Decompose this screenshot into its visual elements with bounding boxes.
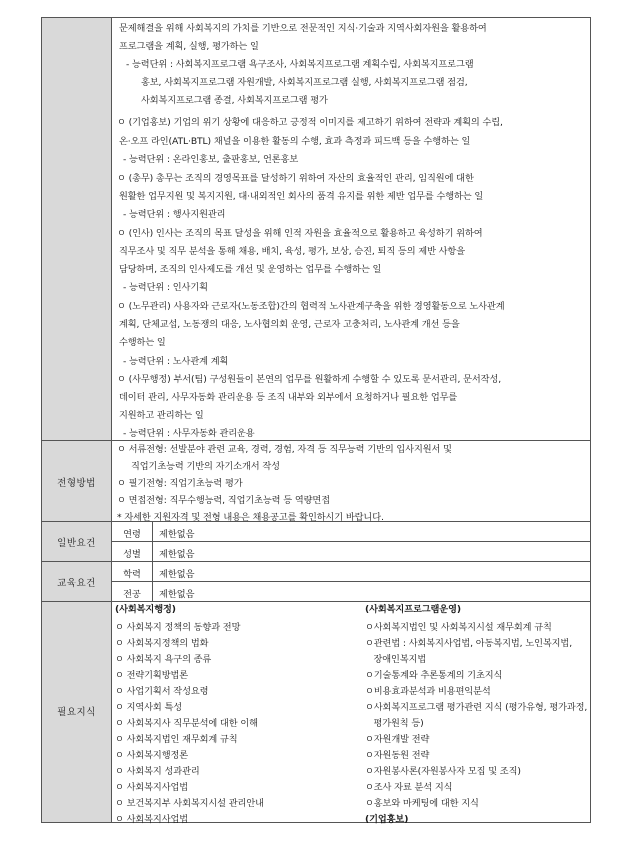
text-line: ㅇ 면접전형: 직무수행능력, 직업기초능력 등 역량면접 <box>117 495 330 506</box>
list-item: 장애인복지법 <box>365 654 427 665</box>
subcolumn-divider <box>152 522 153 601</box>
text-line: - 능력단위 : 인사기획 <box>123 282 208 293</box>
subrow-divider <box>112 581 590 582</box>
column-divider <box>111 18 112 822</box>
text-line: 지원하고 관리하는 일 <box>119 410 204 421</box>
list-item: ㅇ조사 자료 분석 지식 <box>365 782 453 793</box>
text-line: * 자세한 지원자격 및 전형 내용은 채용공고를 확인하시기 바랍니다. <box>117 512 384 523</box>
list-item: ㅇ 보건복지부 사회복지시설 관리안내 <box>115 798 264 809</box>
gender-label: 성별 <box>123 549 141 560</box>
knowledge-right-title: (사회복지프로그램운영) <box>365 604 461 615</box>
text-line: ㅇ 서류전형: 선발분야 관련 교육, 경력, 경험, 자격 등 직무능력 기반의 입사지원서 및 <box>117 444 452 455</box>
selection-label: 전형방법 <box>57 478 96 489</box>
text-line: - 능력단위 : 행사지원관리 <box>123 209 226 220</box>
list-item: ㅇ 전략기획방법론 <box>115 670 189 681</box>
text-line: ㅇ (노무관리) 사용자와 근로자(노동조합)간의 협력적 노사관계구축을 위한 경영활동으로 노사관계 <box>117 301 505 312</box>
row-divider <box>42 601 590 602</box>
text-line: - 능력단위 : 사무자동화 관리운용 <box>123 428 255 439</box>
text-line: 온·오프 라인(ATL·BTL) 채널을 이용한 활동의 수행, 효과 측정과 피드백 등을 수행하는 일 <box>119 136 471 147</box>
gender-value: 제한없음 <box>159 549 195 560</box>
text-line: 문제해결을 위해 사회복지의 가치를 기반으로 전문적인 지식·기술과 지역사회자원을 활용하여 <box>119 23 487 34</box>
list-item: ㅇ 사회복지사업법 <box>115 814 189 825</box>
degree-value: 제한없음 <box>159 569 195 580</box>
list-item: 평가원칙 등) <box>365 718 424 729</box>
age-label: 연령 <box>123 529 141 540</box>
list-item: ㅇ 사회복지 정책의 동향과 전망 <box>115 622 241 633</box>
text-line: 담당하며, 조직의 인사제도를 개선 및 운영하는 업무를 수행하는 일 <box>119 264 382 275</box>
text-line: ㅇ (사무행정) 부서(팀) 구성원들이 본연의 업무를 원활하게 수행할 수 있도록 문서관리, 문서작성, <box>117 374 502 385</box>
list-item: ㅇ사회복지프로그램 평가관련 지식 (평가유형, 평가과정, <box>365 702 588 713</box>
text-line: 원활한 업무지원 및 복지지원, 대·내외적인 회사의 품격 유지를 위한 제반 업무를 수행하는 일 <box>119 191 484 202</box>
list-item: ㅇ비용효과분석과 비용편익분석 <box>365 686 491 697</box>
text-line: 계획, 단체교섭, 노동쟁의 대응, 노사협의회 운영, 근로자 고충처리, 노사관계 개선 등을 <box>119 319 460 330</box>
text-line: ㅇ (총무) 총무는 조직의 경영목표를 달성하기 위하여 자산의 효율적인 관리, 임직원에 대한 <box>117 173 474 184</box>
list-item: ㅇ 사회복지사업법 <box>115 782 189 793</box>
list-item: ㅇ 사업기획서 작성요령 <box>115 686 209 697</box>
age-value: 제한없음 <box>159 529 195 540</box>
list-item: ㅇ 사회복지 욕구의 종류 <box>115 654 212 665</box>
list-item: ㅇ자원봉사론(자원봉사자 모집 및 조직) <box>365 766 521 777</box>
degree-label: 학력 <box>123 569 141 580</box>
education-label: 교육요건 <box>57 578 96 589</box>
list-item: ㅇ자원개발 전략 <box>365 734 430 745</box>
text-line: ㅇ 필기전형: 직업기초능력 평가 <box>117 478 243 489</box>
text-line: 직업기초능력 기반의 자기소개서 작성 <box>131 461 280 472</box>
knowledge-left-title: (사회복지행정) <box>115 604 176 615</box>
text-line: 홍보, 사회복지프로그램 자원개발, 사회복지프로그램 실행, 사회복지프로그램 점검, <box>141 77 468 88</box>
list-item: ㅇ 사회복지정책의 법화 <box>115 638 209 649</box>
subrow-divider <box>112 541 590 542</box>
text-line: - 능력단위 : 온라인홍보, 출판홍보, 언론홍보 <box>123 154 299 165</box>
list-item: ㅇ 사회복지법인 재무회계 규칙 <box>115 734 238 745</box>
major-label: 전공 <box>123 589 141 600</box>
list-item: ㅇ 사회복지행정론 <box>115 750 189 761</box>
requirements-table <box>41 17 591 823</box>
text-line: 데이터 관리, 사무자동화 관리운용 등 조직 내부와 외부에서 요청하거나 필요한 업무를 <box>119 392 458 403</box>
list-item: ㅇ자원동원 전략 <box>365 750 430 761</box>
label-column-top <box>42 18 111 440</box>
list-item: ㅇ 사회복지 성과관리 <box>115 766 200 777</box>
knowledge-label: 필요지식 <box>57 707 96 718</box>
text-line: - 능력단위 : 사회복지프로그램 욕구조사, 사회복지프로그램 계획수립, 사회복지프로그램 <box>126 59 474 70</box>
list-item: ㅇ관련법 : 사회복지사업법, 아동복지법, 노인복지법, <box>365 638 573 649</box>
text-line: - 능력단위 : 노사관계 계획 <box>123 356 229 367</box>
text-line: 직무조사 및 직무 분석을 통해 채용, 배치, 육성, 평가, 보상, 승진, 퇴직 등의 제반 사항을 <box>119 246 465 257</box>
row-divider <box>42 440 590 441</box>
knowledge-right-footer: (기업홍보) <box>365 814 409 825</box>
text-line: 사회복지프로그램 종결, 사회복지프로그램 평가 <box>141 95 328 106</box>
list-item: ㅇ 지역사회 특성 <box>115 702 183 713</box>
major-value: 제한없음 <box>159 589 195 600</box>
text-line: 수행하는 일 <box>119 337 166 348</box>
text-line: 프로그램을 계획, 실행, 평가하는 일 <box>119 41 259 52</box>
text-line: ㅇ (인사) 인사는 조직의 목표 달성을 위해 인적 자원을 효율적으로 활용하고 육성하기 위하여 <box>117 228 483 239</box>
text-line: ㅇ (기업홍보) 기업의 위기 상황에 대응하고 긍정적 이미지를 제고하기 위하여 전략과 계획의 수립, <box>117 117 503 128</box>
list-item: ㅇ홍보와 마케팅에 대한 지식 <box>365 798 479 809</box>
list-item: ㅇ사회복지법인 및 사회복지시설 재무회계 규칙 <box>365 622 552 633</box>
row-divider <box>42 561 590 562</box>
general-label: 일반요건 <box>57 538 96 549</box>
list-item: ㅇ기술통계와 추론통계의 기초지식 <box>365 670 503 681</box>
list-item: ㅇ 사회복지사 직무분석에 대한 이해 <box>115 718 258 729</box>
